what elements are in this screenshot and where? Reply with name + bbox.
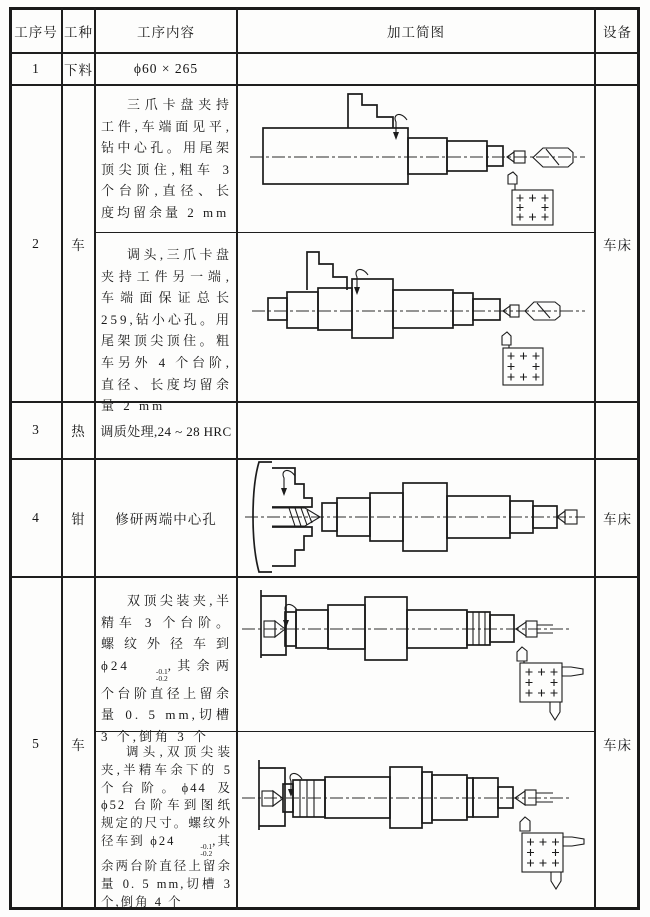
header-content: 工序内容 <box>137 24 195 40</box>
tolerance-lower: -0.2 <box>155 674 168 684</box>
turning-tool-bottom <box>550 702 560 720</box>
drive-center <box>262 791 283 806</box>
op5-setup1-sketch <box>237 577 595 731</box>
op1-content: ϕ60 × 265 <box>133 61 199 76</box>
tolerance-lower: -0.2 <box>200 849 213 859</box>
headstock-faceplate <box>259 760 285 830</box>
tool-post <box>503 348 543 385</box>
header-process-no: 工序号 <box>14 24 58 40</box>
op3-number: 3 <box>32 422 40 437</box>
op5-step1-text <box>95 577 237 744</box>
op2-step2-text: 调头,三爪卡盘夹持工件另一端,车端面保证总长 259,钻小心孔。用尾架顶尖顶住。粗车另外 4 个台阶,直径、长度均留余量 2 mm <box>101 247 232 414</box>
op5-step2-text <box>95 732 237 910</box>
op2-setup2-sketch <box>237 233 595 401</box>
op5-step1-text-before-tolerance: 双顶尖装夹,半精车 3 个台阶。螺纹外径车到 ϕ24 <box>101 593 232 673</box>
turning-tool-bottom <box>551 872 561 889</box>
center-drill <box>533 148 573 167</box>
op5-type: 车 <box>71 737 86 753</box>
turning-tool-right <box>563 837 584 846</box>
rotation-arrow <box>354 269 368 295</box>
tolerance-upper: -0.1 <box>200 841 213 851</box>
op4-sketch <box>237 459 595 576</box>
op3-type: 热 <box>71 424 86 439</box>
op2-setup1-sketch <box>237 85 595 232</box>
op2-step1-text: 三爪卡盘夹持工件,车端面见平,钻中心孔。用尾架顶尖顶住,粗车 3 个台阶,直径、长度均留余量 2 mm <box>101 97 232 220</box>
headstock-faceplate <box>261 590 286 658</box>
turning-tool-top <box>517 647 527 663</box>
op2-type: 车 <box>71 237 86 253</box>
diameter-tolerance-stack <box>130 668 168 683</box>
workpiece-shaft <box>285 597 514 660</box>
header-sketch: 加工简图 <box>387 24 445 40</box>
diameter-tolerance-stack <box>175 843 212 858</box>
header-equipment: 设备 <box>603 24 632 40</box>
workpiece-shaft <box>268 279 500 338</box>
op5-equipment: 车床 <box>603 737 632 753</box>
chuck-jaw <box>307 252 347 290</box>
op5-step1-text-after-tolerance: ,其余两个台阶直径上留余量 0. 5 mm,切槽 3 个,倒角 3 个 <box>101 657 232 744</box>
op4-number: 4 <box>32 509 40 525</box>
op5-setup2-sketch <box>237 732 595 910</box>
header-work-type: 工种 <box>64 24 93 40</box>
op4-content: 修研两端中心孔 <box>115 511 217 527</box>
workpiece-shaft <box>263 128 503 184</box>
tool-post <box>512 190 553 225</box>
tool-post <box>522 833 563 872</box>
op4-equipment: 车床 <box>603 511 632 527</box>
op2-equipment: 车床 <box>603 237 632 253</box>
op1-number: 1 <box>32 61 40 76</box>
op1-type: 下料 <box>64 63 93 78</box>
op5-step2-text-before-tolerance: 调头,双顶尖装夹,半精车余下的 5 个台阶。ϕ44 及 ϕ52 台阶车到图纸规定的尺寸。螺纹外径车到 ϕ24 <box>101 745 232 848</box>
op5-number: 5 <box>32 735 40 751</box>
turning-tool-right <box>562 667 583 676</box>
op4-type: 钳 <box>71 511 86 527</box>
op2-number: 2 <box>32 235 40 251</box>
workpiece-shaft <box>283 767 513 828</box>
turning-tool <box>508 172 517 190</box>
op5-step2-text-after-tolerance: ,其余两台阶直径上留余量 0. 5 mm,切槽 3 个,倒角 4 个 <box>101 833 232 909</box>
turning-tool <box>502 332 511 348</box>
turning-tool-top <box>520 817 530 831</box>
rotation-arrow <box>281 470 295 496</box>
tool-post <box>520 663 562 702</box>
tailstock-center <box>515 790 553 805</box>
tolerance-upper: -0.1 <box>155 666 168 676</box>
chuck-jaw <box>348 94 393 128</box>
op3-content: 调质处理,24 ~ 28 HRC <box>100 423 232 439</box>
